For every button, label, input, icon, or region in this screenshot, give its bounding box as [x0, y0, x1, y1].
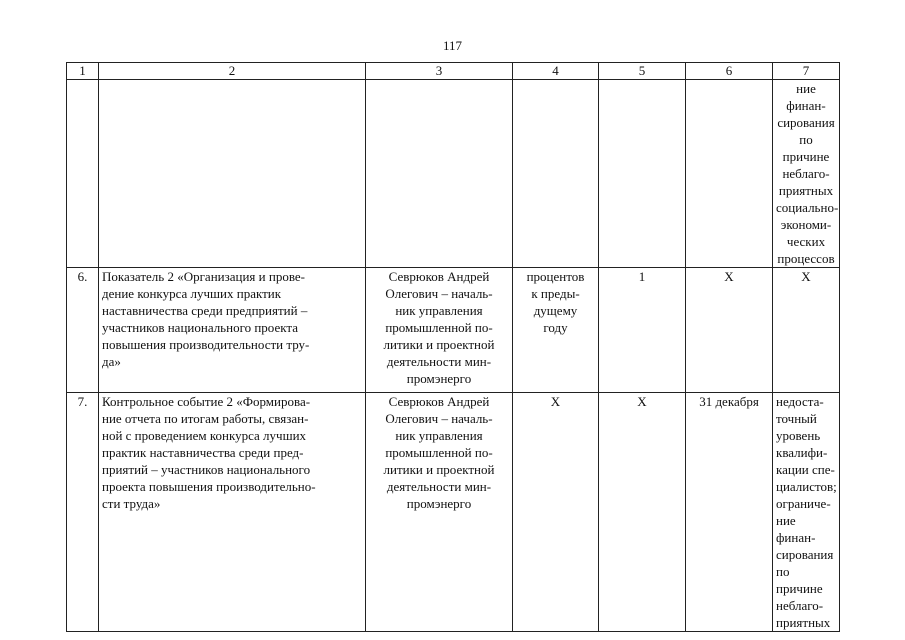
row-responsible	[366, 80, 513, 268]
column-header: 3	[366, 63, 513, 80]
table-header-row	[67, 63, 840, 80]
table-row	[67, 393, 840, 632]
row-unit	[513, 80, 599, 268]
row-deadline	[686, 80, 773, 268]
row-unit: Х	[513, 393, 599, 632]
row-number: 6.	[67, 268, 99, 393]
row-number: 7.	[67, 393, 99, 632]
column-header: 7	[773, 63, 840, 80]
row-value: Х	[599, 393, 686, 632]
row-risk: ние финан- сирования по причине неблаго- приятных социально- экономи- ческих процессов	[773, 80, 840, 268]
column-header: 1	[67, 63, 99, 80]
table-row	[67, 268, 840, 393]
row-name: Показатель 2 «Организация и прове- дение конкурса лучших практик наставничества среди предприятий – участников национального проекта повышения производительности тру- да»	[99, 268, 366, 393]
row-name	[99, 80, 366, 268]
row-responsible: Севрюков Андрей Олегович – началь- ник управления промышленной по- литики и проектной деятельности мин- промэнерго	[366, 393, 513, 632]
row-unit: процентов к преды- дущему году	[513, 268, 599, 393]
row-risk: недоста- точный уровень квалифи- кации спе- циалистов; ограниче- ние финан- сирования по причине неблаго- приятных	[773, 393, 840, 632]
page-number: 117	[442, 38, 463, 53]
row-risk: Х	[773, 268, 840, 393]
row-deadline: Х	[686, 268, 773, 393]
row-number	[67, 80, 99, 268]
column-header: 2	[99, 63, 366, 80]
row-responsible: Севрюков Андрей Олегович – началь- ник управления промышленной по- литики и проектной деятельности мин- промэнерго	[366, 268, 513, 393]
column-header: 4	[513, 63, 599, 80]
plan-table	[66, 62, 840, 632]
row-value: 1	[599, 268, 686, 393]
table-row	[67, 80, 840, 268]
row-name: Контрольное событие 2 «Формирова- ние отчета по итогам работы, связан- ной с проведением конкурса лучших практик наставничества среди пред- приятий – участников национального проекта повышения производительно- сти труда»	[99, 393, 366, 632]
column-header: 5	[599, 63, 686, 80]
row-value	[599, 80, 686, 268]
row-deadline: 31 декабря	[686, 393, 773, 632]
column-header: 6	[686, 63, 773, 80]
